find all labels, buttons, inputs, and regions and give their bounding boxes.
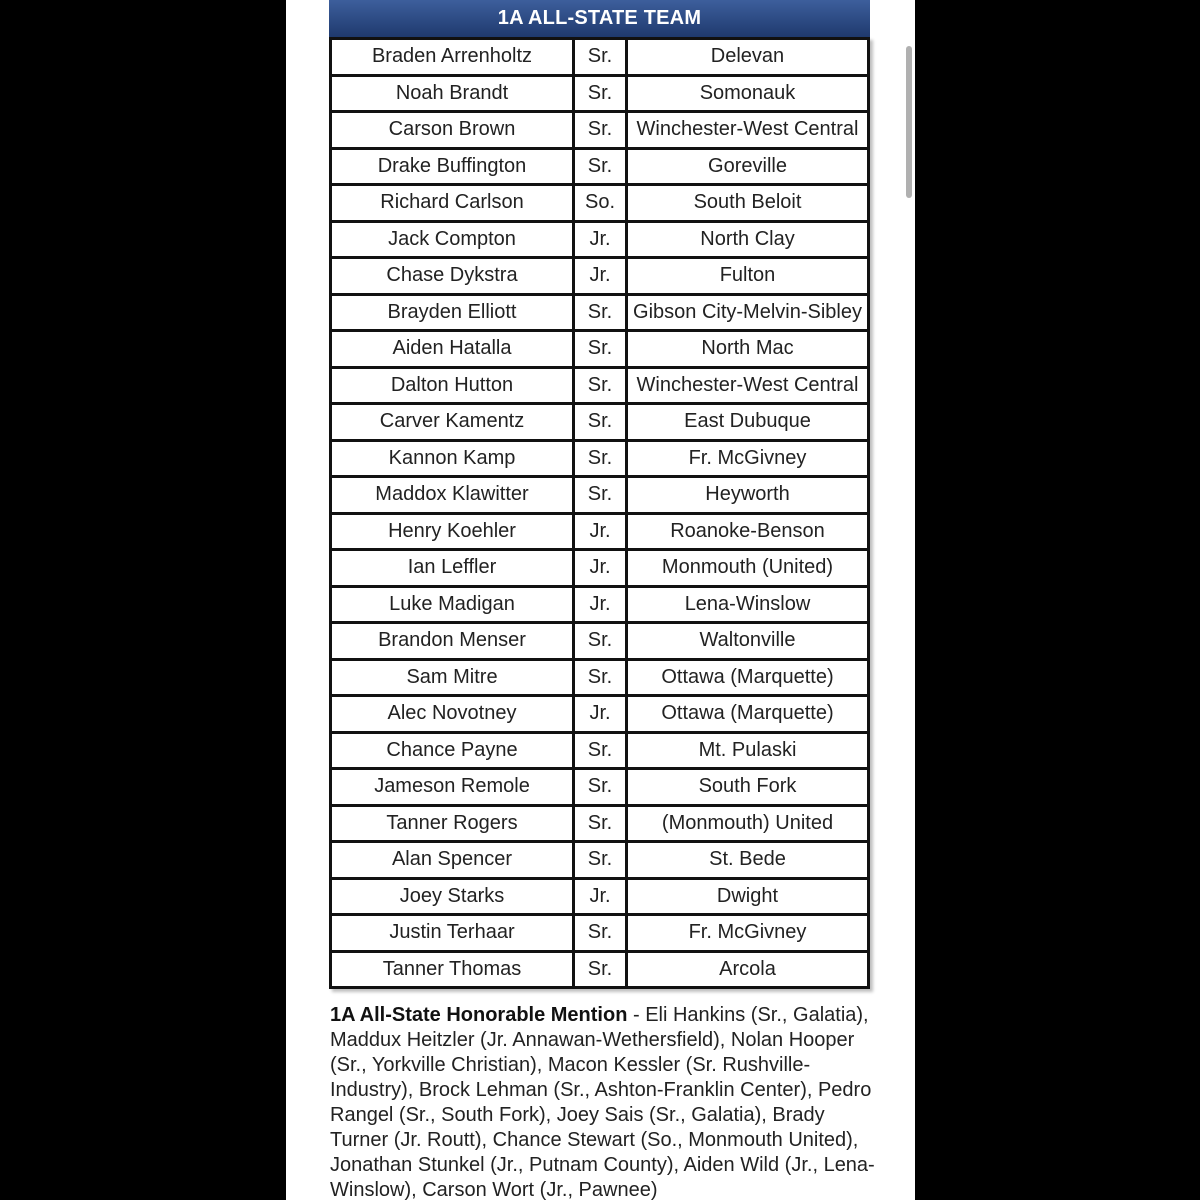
school-cell: Winchester-West Central [628, 369, 867, 403]
school-cell: Heyworth [628, 478, 867, 512]
scrollbar-thumb[interactable] [906, 46, 912, 198]
player-name-cell: Tanner Rogers [332, 807, 572, 841]
player-name-cell: Noah Brandt [332, 77, 572, 111]
all-state-table [329, 0, 870, 989]
table-row [332, 402, 867, 439]
table-row [332, 694, 867, 731]
table-row [332, 439, 867, 476]
class-year-cell: Sr. [575, 843, 625, 877]
school-cell: Roanoke-Benson [628, 515, 867, 549]
class-year-cell: Sr. [575, 113, 625, 147]
honorable-mention-text: - Eli Hankins (Sr., Galatia), Maddux Heitzler (Jr. Annawan-Wethersfield), Nolan Hooper (Sr., Yorkville Christian), Macon Kessler (Sr. Rushville-Industry), Brock Lehman (Sr., Ashton-Franklin Center), Pedro Rangel (Sr., South Fork), Joey Sais (Sr., Galatia), Brady Turner (Jr. Routt), Chance Stewart (So., Monmouth United), Jonathan Stunkel (Jr., Putnam County), Aiden Wild (Jr., Lena-Winslow), Carson Wort (Jr., Pawnee) [330, 1004, 875, 1200]
school-cell: Monmouth (United) [628, 551, 867, 585]
table-row [332, 475, 867, 512]
player-name-cell: Drake Buffington [332, 150, 572, 184]
player-name-cell: Chance Payne [332, 734, 572, 768]
class-year-cell: Jr. [575, 515, 625, 549]
school-cell: Ottawa (Marquette) [628, 697, 867, 731]
class-year-cell: Sr. [575, 770, 625, 804]
player-name-cell: Justin Terhaar [332, 916, 572, 950]
table-row [332, 110, 867, 147]
player-name-cell: Carson Brown [332, 113, 572, 147]
table-row [332, 220, 867, 257]
table-row [332, 585, 867, 622]
player-name-cell: Alan Spencer [332, 843, 572, 877]
table-row [332, 366, 867, 403]
table-row [332, 621, 867, 658]
class-year-cell: Sr. [575, 478, 625, 512]
class-year-cell: Sr. [575, 953, 625, 987]
school-cell: Dwight [628, 880, 867, 914]
school-cell: South Beloit [628, 186, 867, 220]
school-cell: Ottawa (Marquette) [628, 661, 867, 695]
table-row [332, 548, 867, 585]
class-year-cell: Jr. [575, 588, 625, 622]
table-row [332, 183, 867, 220]
table-row [332, 913, 867, 950]
document-page [286, 0, 915, 1200]
player-name-cell: Tanner Thomas [332, 953, 572, 987]
school-cell: Arcola [628, 953, 867, 987]
class-year-cell: Jr. [575, 259, 625, 293]
class-year-cell: Sr. [575, 916, 625, 950]
school-cell: Lena-Winslow [628, 588, 867, 622]
table-row [332, 731, 867, 768]
class-year-cell: Jr. [575, 223, 625, 257]
table-title: 1A ALL-STATE TEAM [329, 0, 870, 37]
class-year-cell: Jr. [575, 880, 625, 914]
player-name-cell: Henry Koehler [332, 515, 572, 549]
school-cell: (Monmouth) United [628, 807, 867, 841]
class-year-cell: Sr. [575, 405, 625, 439]
table-row [332, 293, 867, 330]
class-year-cell: Sr. [575, 442, 625, 476]
school-cell: Mt. Pulaski [628, 734, 867, 768]
player-name-cell: Braden Arrenholtz [332, 40, 572, 74]
school-cell: Delevan [628, 40, 867, 74]
school-cell: North Mac [628, 332, 867, 366]
player-name-cell: Sam Mitre [332, 661, 572, 695]
class-year-cell: So. [575, 186, 625, 220]
player-name-cell: Dalton Hutton [332, 369, 572, 403]
table-row [332, 658, 867, 695]
player-name-cell: Richard Carlson [332, 186, 572, 220]
school-cell: East Dubuque [628, 405, 867, 439]
player-name-cell: Maddox Klawitter [332, 478, 572, 512]
class-year-cell: Sr. [575, 661, 625, 695]
class-year-cell: Sr. [575, 77, 625, 111]
table-row [332, 512, 867, 549]
table-row [332, 804, 867, 841]
player-name-cell: Brandon Menser [332, 624, 572, 658]
player-name-cell: Joey Starks [332, 880, 572, 914]
player-name-cell: Ian Leffler [332, 551, 572, 585]
class-year-cell: Sr. [575, 369, 625, 403]
honorable-mention-paragraph [330, 1003, 878, 1200]
table-row [332, 840, 867, 877]
class-year-cell: Sr. [575, 624, 625, 658]
player-name-cell: Aiden Hatalla [332, 332, 572, 366]
school-cell: Waltonville [628, 624, 867, 658]
class-year-cell: Sr. [575, 734, 625, 768]
school-cell: Gibson City-Melvin-Sibley [628, 296, 867, 330]
player-name-cell: Jameson Remole [332, 770, 572, 804]
table-row [332, 950, 867, 987]
school-cell: Winchester-West Central [628, 113, 867, 147]
player-name-cell: Brayden Elliott [332, 296, 572, 330]
class-year-cell: Jr. [575, 697, 625, 731]
table-row [332, 256, 867, 293]
school-cell: North Clay [628, 223, 867, 257]
school-cell: Fr. McGivney [628, 916, 867, 950]
class-year-cell: Sr. [575, 807, 625, 841]
player-name-cell: Alec Novotney [332, 697, 572, 731]
class-year-cell: Sr. [575, 40, 625, 74]
player-name-cell: Kannon Kamp [332, 442, 572, 476]
school-cell: South Fork [628, 770, 867, 804]
school-cell: St. Bede [628, 843, 867, 877]
table-row [332, 329, 867, 366]
player-name-cell: Carver Kamentz [332, 405, 572, 439]
player-name-cell: Jack Compton [332, 223, 572, 257]
table-row [332, 37, 867, 74]
class-year-cell: Sr. [575, 150, 625, 184]
school-cell: Somonauk [628, 77, 867, 111]
table-row [332, 147, 867, 184]
school-cell: Fr. McGivney [628, 442, 867, 476]
player-name-cell: Chase Dykstra [332, 259, 572, 293]
player-name-cell: Luke Madigan [332, 588, 572, 622]
table-row [332, 74, 867, 111]
school-cell: Fulton [628, 259, 867, 293]
scrollbar[interactable] [901, 0, 915, 1200]
table-row [332, 877, 867, 914]
table-body [329, 37, 870, 989]
table-row [332, 767, 867, 804]
class-year-cell: Sr. [575, 332, 625, 366]
class-year-cell: Jr. [575, 551, 625, 585]
class-year-cell: Sr. [575, 296, 625, 330]
school-cell: Goreville [628, 150, 867, 184]
honorable-mention-heading: 1A All-State Honorable Mention [330, 1004, 628, 1026]
